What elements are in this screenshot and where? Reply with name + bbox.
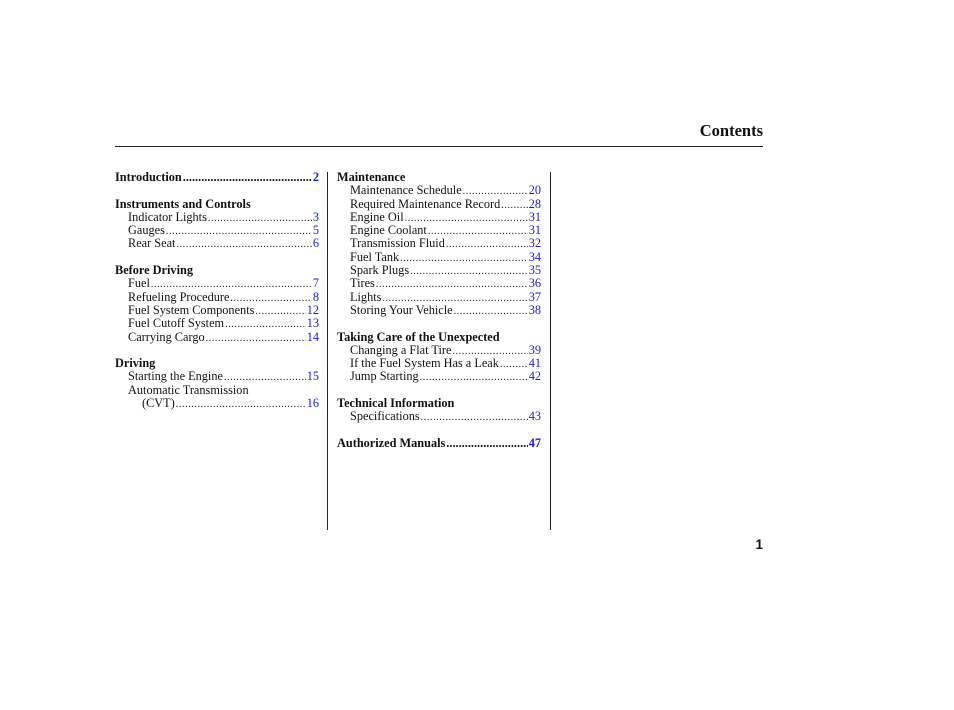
- toc-entry-gauges[interactable]: [115, 224, 319, 237]
- toc-entry-label: Fuel System Components: [128, 302, 255, 317]
- toc-entry-maintenance-schedule[interactable]: [337, 184, 541, 197]
- toc-entry-indicator-lights[interactable]: [115, 211, 319, 224]
- toc-entry-cvt[interactable]: [115, 397, 319, 410]
- toc-page-link[interactable]: 47: [528, 435, 541, 450]
- toc-page-link[interactable]: 31: [528, 209, 541, 224]
- page-title: Contents: [699, 121, 763, 140]
- toc-entry-storing-your-vehicle[interactable]: [337, 304, 541, 317]
- toc-page-link[interactable]: 43: [528, 409, 541, 424]
- toc-entry-fuel-system-components[interactable]: [115, 304, 319, 317]
- section-heading: Instruments and Controls: [115, 196, 251, 211]
- toc-entry-label: Introduction: [115, 170, 182, 184]
- toc-entry-label: Lights: [350, 289, 382, 304]
- toc-column-left: [115, 171, 319, 424]
- toc-entry-fuel[interactable]: [115, 277, 319, 290]
- toc-entry-automatic-transmission[interactable]: [115, 384, 319, 397]
- toc-entry-transmission-fluid[interactable]: [337, 237, 541, 250]
- title-divider: [115, 146, 763, 147]
- dot-leader: [501, 199, 527, 212]
- toc-entry-label: Maintenance Schedule: [350, 183, 462, 198]
- toc-entry-label: Refueling Procedure: [128, 289, 230, 304]
- dot-leader: [500, 358, 528, 371]
- toc-entry-label: Jump Starting: [350, 369, 419, 384]
- toc-entry-label: Fuel: [128, 276, 150, 291]
- toc-entry-fuel-tank[interactable]: [337, 251, 541, 264]
- toc-page-link[interactable]: 6: [312, 236, 319, 251]
- dot-leader: [166, 225, 312, 238]
- dot-leader: [208, 212, 312, 225]
- dot-leader: [255, 305, 305, 318]
- toc-entry-refueling-procedure[interactable]: [115, 291, 319, 304]
- toc-page-link[interactable]: 32: [528, 236, 541, 251]
- section-heading: Technical Information: [337, 396, 455, 411]
- dot-leader: [176, 238, 311, 251]
- toc-page-link[interactable]: 38: [528, 302, 541, 317]
- toc-page-link[interactable]: 8: [312, 289, 319, 304]
- toc-section-technical: [337, 397, 541, 424]
- toc-entry-label: Indicator Lights: [128, 209, 207, 224]
- toc-entry-label: Required Maintenance Record: [350, 196, 501, 211]
- column-divider-right: [550, 172, 551, 530]
- toc-entry-rear-seat[interactable]: [115, 237, 319, 250]
- toc-page-link[interactable]: 20: [528, 183, 541, 198]
- dot-leader: [421, 411, 528, 424]
- dot-leader: [225, 318, 306, 331]
- toc-section-before-driving: [115, 264, 319, 344]
- toc-column-right: [337, 171, 541, 464]
- toc-entry-label: Fuel Tank: [350, 249, 400, 264]
- section-heading: Taking Care of the Unexpected: [337, 329, 500, 344]
- toc-page-link[interactable]: 36: [528, 276, 541, 291]
- toc-entry-label: Fuel Cutoff System: [128, 316, 225, 331]
- dot-leader: [446, 238, 528, 251]
- toc-section-instruments: [115, 198, 319, 251]
- toc-page-link[interactable]: 39: [528, 342, 541, 357]
- toc-entry-changing-a-flat-tire[interactable]: [337, 344, 541, 357]
- toc-page-link[interactable]: 3: [312, 209, 319, 224]
- toc-section-authorized-manuals: [337, 437, 541, 450]
- toc-page-link[interactable]: 28: [528, 196, 541, 211]
- toc-section-introduction: [115, 171, 319, 184]
- dot-leader: [376, 278, 528, 291]
- toc-page-link[interactable]: 37: [528, 289, 541, 304]
- toc-page-link[interactable]: 14: [306, 329, 319, 344]
- toc-entry-required-maintenance-record[interactable]: [337, 198, 541, 211]
- section-heading: Driving: [115, 356, 156, 371]
- toc-entry-label: Rear Seat: [128, 236, 176, 251]
- toc-entry-label: Starting the Engine: [128, 369, 223, 384]
- toc-entry-spark-plugs[interactable]: [337, 264, 541, 277]
- section-heading: Maintenance: [337, 170, 406, 184]
- toc-page-link[interactable]: 12: [306, 302, 319, 317]
- toc-entry-starting-the-engine[interactable]: [115, 370, 319, 383]
- toc-entry-label: If the Fuel System Has a Leak: [350, 356, 499, 371]
- dot-leader: [420, 371, 528, 384]
- toc-entry-carrying-cargo[interactable]: [115, 331, 319, 344]
- toc-page-link[interactable]: 13: [306, 316, 319, 331]
- toc-page-link[interactable]: 35: [528, 263, 541, 278]
- toc-entry-label: (CVT): [142, 396, 175, 411]
- toc-entry-authorized-manuals[interactable]: [337, 437, 541, 450]
- toc-section-unexpected: [337, 331, 541, 384]
- toc-page-link[interactable]: 31: [528, 223, 541, 238]
- toc-entry-label: Engine Coolant: [350, 223, 427, 238]
- toc-section-maintenance: [337, 171, 541, 317]
- toc-page-link[interactable]: 42: [528, 369, 541, 384]
- toc-page-link[interactable]: 34: [528, 249, 541, 264]
- toc-entry-fuel-cutoff-system[interactable]: [115, 317, 319, 330]
- toc-entry-label: Automatic Transmission: [128, 382, 249, 397]
- toc-entry-fuel-system-leak[interactable]: [337, 357, 541, 370]
- toc-entry-label: Engine Oil: [350, 209, 404, 224]
- toc-page-link[interactable]: 15: [306, 369, 319, 384]
- toc-entry-label: Transmission Fluid: [350, 236, 445, 251]
- column-divider-left: [327, 172, 328, 530]
- dot-leader: [454, 305, 528, 318]
- toc-page-link[interactable]: 7: [312, 276, 319, 291]
- dot-leader: [400, 252, 528, 265]
- toc-section-driving: [115, 357, 319, 410]
- toc-entry-engine-oil[interactable]: [337, 211, 541, 224]
- toc-entry-tires[interactable]: [337, 277, 541, 290]
- toc-page-link[interactable]: 41: [528, 356, 541, 371]
- toc-entry-label: Changing a Flat Tire: [350, 342, 452, 357]
- toc-entry-label: Spark Plugs: [350, 263, 410, 278]
- page-number: 1: [755, 537, 763, 552]
- toc-page-link[interactable]: 5: [312, 223, 319, 238]
- toc-page-link[interactable]: 2: [312, 170, 319, 184]
- toc-page-link[interactable]: 16: [306, 396, 319, 411]
- toc-entry-specifications[interactable]: [337, 410, 541, 423]
- toc-entry-introduction[interactable]: [115, 171, 319, 184]
- dot-leader: [183, 171, 312, 184]
- toc-entry-label: Storing Your Vehicle: [350, 302, 453, 317]
- toc-entry-label: Tires: [350, 276, 375, 291]
- toc-entry-label: Gauges: [128, 223, 165, 238]
- section-heading: Before Driving: [115, 263, 193, 278]
- toc-entry-label: Authorized Manuals: [337, 435, 446, 450]
- toc-entry-label: Carrying Cargo: [128, 329, 205, 344]
- dot-leader: [410, 265, 528, 278]
- toc-entry-lights[interactable]: [337, 291, 541, 304]
- dot-leader: [176, 398, 306, 411]
- dot-leader: [446, 437, 527, 450]
- toc-entry-label: Specifications: [350, 409, 420, 424]
- toc-entry-jump-starting[interactable]: [337, 370, 541, 383]
- dot-leader: [206, 332, 306, 345]
- toc-entry-engine-coolant[interactable]: [337, 224, 541, 237]
